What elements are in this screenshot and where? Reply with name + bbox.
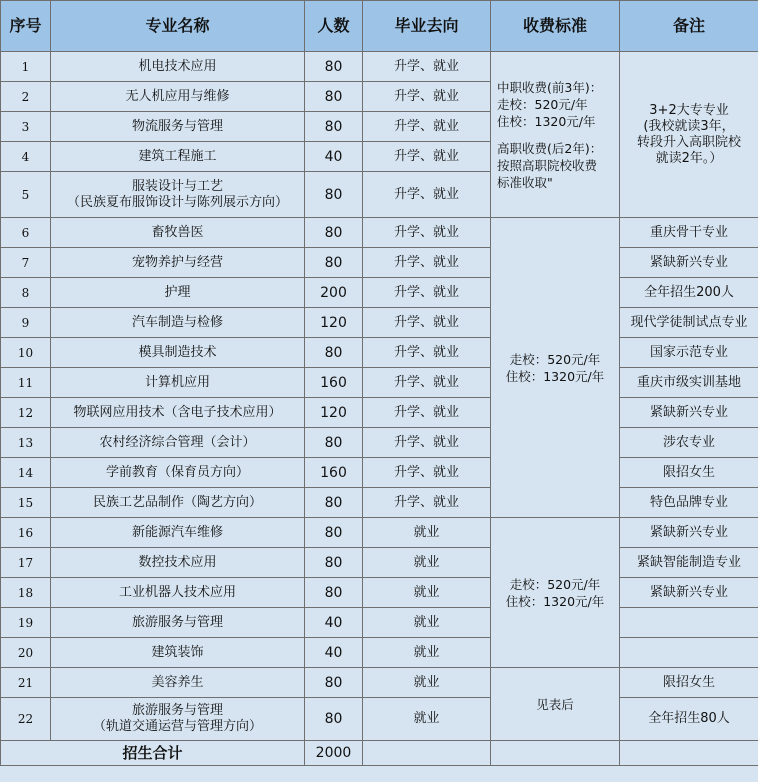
row-count: 80 [305,172,363,218]
row-name: 汽车制造与检修 [51,308,305,338]
row-destination: 就业 [363,668,491,698]
row-destination: 就业 [363,548,491,578]
header-count: 人数 [305,1,363,52]
row-count: 40 [305,142,363,172]
table-row [1,338,758,368]
row-no: 17 [1,548,51,578]
row-note: 限招女生 [620,668,758,698]
row-no: 21 [1,668,51,698]
row-name: 建筑工程施工 [51,142,305,172]
row-note: 重庆骨干专业 [620,218,758,248]
table-row [1,638,758,668]
total-count: 2000 [305,741,363,766]
row-note: 紧缺新兴专业 [620,398,758,428]
row-destination: 升学、就业 [363,172,491,218]
row-no: 14 [1,458,51,488]
row-note: 紧缺智能制造专业 [620,548,758,578]
total-empty-fee [491,741,620,766]
table-row [1,368,758,398]
row-count: 80 [305,112,363,142]
row-destination: 升学、就业 [363,248,491,278]
table-row [1,488,758,518]
row-count: 80 [305,52,363,82]
row-destination: 升学、就业 [363,142,491,172]
fee-group-3: 走校：520元/年 住校：1320元/年 [491,518,620,668]
row-name: 旅游服务与管理 [51,608,305,638]
row-name: 物联网应用技术（含电子技术应用） [51,398,305,428]
row-destination: 升学、就业 [363,278,491,308]
row-note: 涉农专业 [620,428,758,458]
table-row [1,278,758,308]
header-fee: 收费标准 [491,1,620,52]
row-destination: 就业 [363,698,491,741]
row-count: 80 [305,338,363,368]
row-no: 8 [1,278,51,308]
row-count: 160 [305,368,363,398]
row-count: 40 [305,638,363,668]
row-destination: 就业 [363,608,491,638]
row-destination: 升学、就业 [363,428,491,458]
row-name: 工业机器人技术应用 [51,578,305,608]
row-no: 3 [1,112,51,142]
row-count: 80 [305,698,363,741]
row-name: 服装设计与工艺 （民族夏布服饰设计与陈列展示方向） [51,172,305,218]
fee-group-4: 见表后 [491,668,620,741]
fee-group-2: 走校：520元/年 住校：1320元/年 [491,218,620,518]
header-name: 专业名称 [51,1,305,52]
row-no: 9 [1,308,51,338]
row-note [620,638,758,668]
total-row [1,741,758,766]
row-no: 4 [1,142,51,172]
row-name: 民族工艺品制作（陶艺方向） [51,488,305,518]
row-name: 农村经济综合管理（会计） [51,428,305,458]
total-empty-dest [363,741,491,766]
header-row [1,1,758,52]
row-count: 80 [305,248,363,278]
row-note: 紧缺新兴专业 [620,578,758,608]
row-note: 紧缺新兴专业 [620,518,758,548]
table-row [1,608,758,638]
row-note: 全年招生80人 [620,698,758,741]
row-destination: 升学、就业 [363,308,491,338]
row-no: 7 [1,248,51,278]
row-name: 旅游服务与管理 （轨道交通运营与管理方向） [51,698,305,741]
row-count: 80 [305,82,363,112]
header-note: 备注 [620,1,758,52]
table-row [1,458,758,488]
row-name: 数控技术应用 [51,548,305,578]
row-destination: 升学、就业 [363,458,491,488]
row-count: 80 [305,518,363,548]
table-row [1,548,758,578]
row-note: 限招女生 [620,458,758,488]
row-note: 国家示范专业 [620,338,758,368]
row-count: 160 [305,458,363,488]
row-destination: 升学、就业 [363,488,491,518]
table-row [1,398,758,428]
row-note: 重庆市级实训基地 [620,368,758,398]
row-name: 宠物养护与经营 [51,248,305,278]
table-row [1,52,758,82]
row-name: 机电技术应用 [51,52,305,82]
row-count: 80 [305,578,363,608]
table-row [1,308,758,338]
row-no: 13 [1,428,51,458]
row-destination: 升学、就业 [363,112,491,142]
row-destination: 升学、就业 [363,218,491,248]
row-destination: 升学、就业 [363,368,491,398]
header-no: 序号 [1,1,51,52]
row-no: 11 [1,368,51,398]
row-note: 全年招生200人 [620,278,758,308]
total-label: 招生合计 [1,741,305,766]
fee-group-1: 中职收费(前3年)： 走校：520元/年 住校：1320元/年 高职收费(后2年)： 按照高职院校收费 标准收取" [491,52,620,218]
row-destination: 升学、就业 [363,398,491,428]
row-no: 12 [1,398,51,428]
row-destination: 升学、就业 [363,52,491,82]
table-row [1,668,758,698]
row-count: 120 [305,398,363,428]
row-note: 现代学徒制试点专业 [620,308,758,338]
row-no: 15 [1,488,51,518]
row-destination: 升学、就业 [363,82,491,112]
table-row [1,518,758,548]
row-count: 200 [305,278,363,308]
note-group-1: 3+2大专专业 (我校就读3年， 转段升入高职院校 就读2年。） [620,52,758,218]
table-row [1,698,758,741]
row-note: 紧缺新兴专业 [620,248,758,278]
table-row [1,428,758,458]
row-note: 特色品牌专业 [620,488,758,518]
row-note [620,608,758,638]
row-destination: 就业 [363,578,491,608]
row-destination: 升学、就业 [363,338,491,368]
row-count: 80 [305,548,363,578]
row-name: 新能源汽车维修 [51,518,305,548]
row-no: 6 [1,218,51,248]
header-destination: 毕业去向 [363,1,491,52]
row-count: 80 [305,488,363,518]
row-name: 计算机应用 [51,368,305,398]
row-no: 10 [1,338,51,368]
row-no: 5 [1,172,51,218]
row-no: 2 [1,82,51,112]
row-count: 80 [305,428,363,458]
row-no: 16 [1,518,51,548]
row-destination: 就业 [363,638,491,668]
row-no: 18 [1,578,51,608]
row-destination: 就业 [363,518,491,548]
total-empty-note [620,741,758,766]
row-count: 40 [305,608,363,638]
table-row [1,578,758,608]
table-row [1,248,758,278]
row-name: 模具制造技术 [51,338,305,368]
row-count: 120 [305,308,363,338]
row-name: 建筑装饰 [51,638,305,668]
row-name: 美容养生 [51,668,305,698]
table-row [1,218,758,248]
row-no: 1 [1,52,51,82]
row-no: 20 [1,638,51,668]
row-name: 护理 [51,278,305,308]
row-name: 学前教育（保育员方向） [51,458,305,488]
row-name: 物流服务与管理 [51,112,305,142]
row-no: 19 [1,608,51,638]
row-no: 22 [1,698,51,741]
row-name: 无人机应用与维修 [51,82,305,112]
row-name: 畜牧兽医 [51,218,305,248]
row-count: 80 [305,668,363,698]
row-count: 80 [305,218,363,248]
